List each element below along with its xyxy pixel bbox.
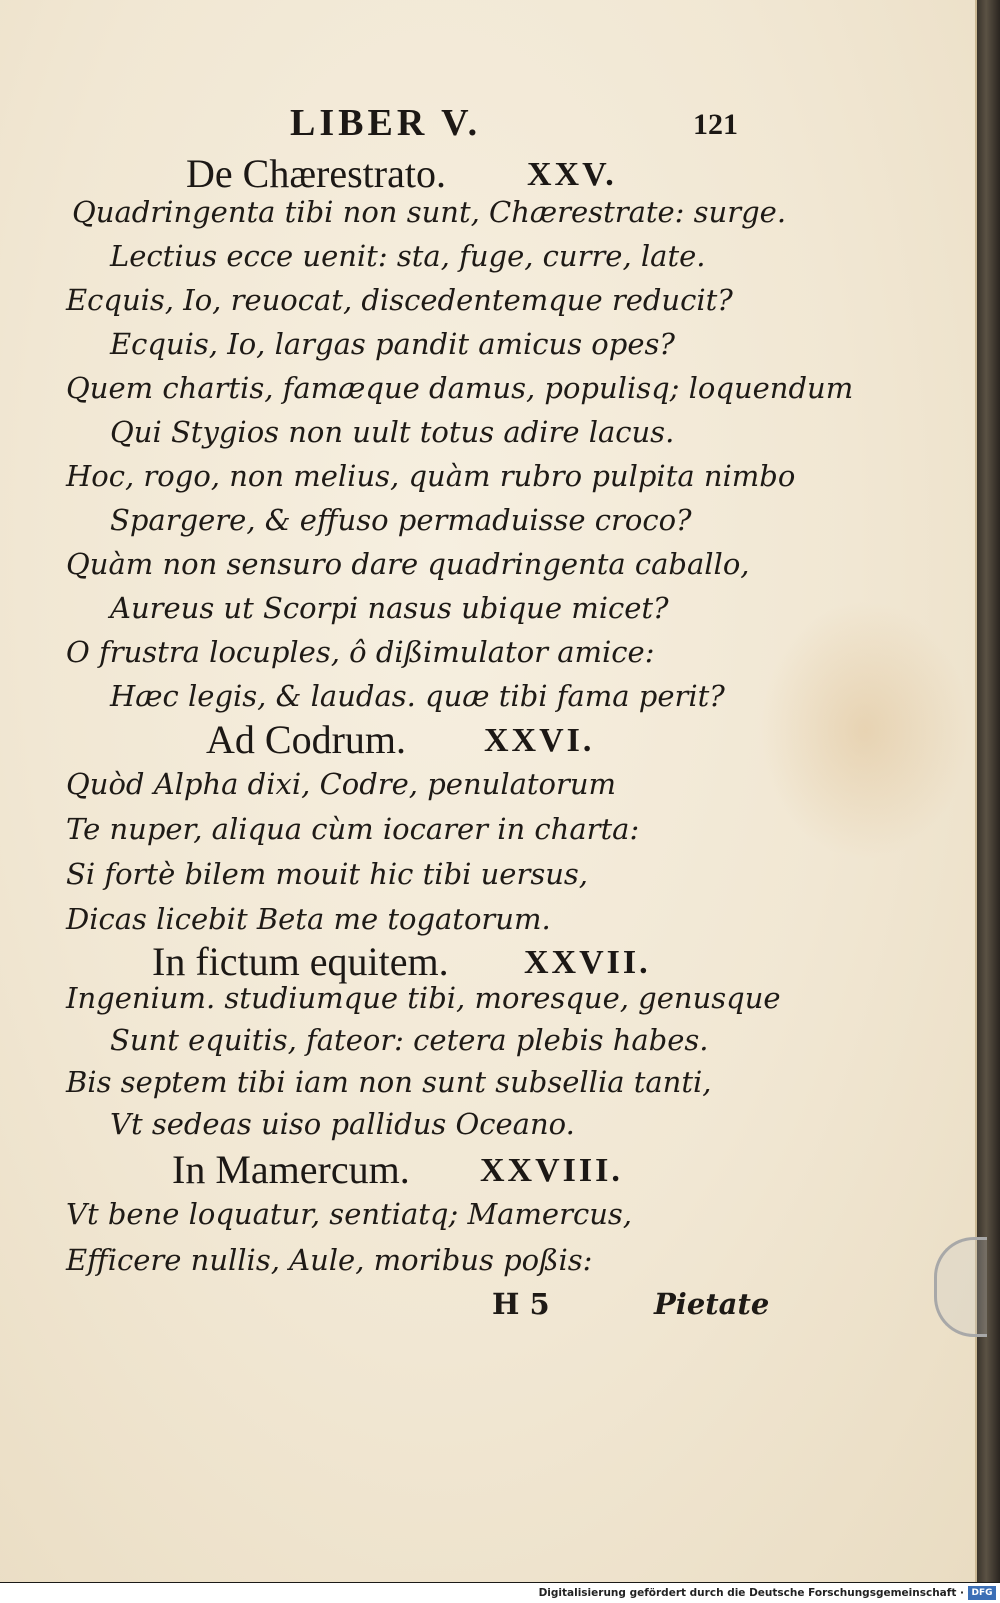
page-edge bbox=[977, 0, 1000, 1582]
poem-title: In Mamercum. bbox=[172, 1147, 410, 1192]
dfg-logo-icon: DFG bbox=[968, 1586, 996, 1600]
verse-line: Dicas licebit Beta me togatorum. bbox=[66, 902, 551, 936]
poem-number: XXV. bbox=[527, 156, 617, 193]
verse-line: Aureus ut Scorpi nasus ubique micet? bbox=[110, 591, 669, 625]
verse-line: Hæc legis, & laudas. quæ tibi fama perit? bbox=[110, 679, 725, 713]
verse-line: Vt bene loquatur, sentiatq; Mamercus, bbox=[66, 1197, 632, 1231]
verse-line: Spargere, & effuso permaduisse croco? bbox=[110, 503, 692, 537]
poem-number: XXVII. bbox=[524, 944, 651, 981]
paper-stain bbox=[760, 600, 970, 860]
verse-line: Ecquis, Io, reuocat, discedentemque reducit? bbox=[66, 283, 733, 317]
verse-line: Quòd Alpha dixi, Codre, penulatorum bbox=[66, 767, 617, 801]
verse-line: Hoc, rogo, non melius, quàm rubro pulpita nimbo bbox=[66, 459, 796, 493]
verse-line: Ecquis, Io, largas pandit amicus opes? bbox=[110, 327, 675, 361]
verse-line: Quadringenta tibi non sunt, Chærestrate: surge. bbox=[72, 195, 787, 229]
verse-line: Quàm non sensuro dare quadringenta caballo, bbox=[66, 547, 750, 581]
verse-line: Vt sedeas uiso pallidus Oceano. bbox=[110, 1107, 575, 1141]
verse-line: Qui Stygios non uult totus adire lacus. bbox=[110, 415, 675, 449]
verse-line: Bis septem tibi iam non sunt subsellia tanti, bbox=[66, 1065, 712, 1099]
verse-line: Efficere nullis, Aule, moribus poßis: bbox=[66, 1243, 593, 1277]
verse-line: Lectius ecce uenit: sta, fuge, curre, late. bbox=[110, 239, 706, 273]
page-number: 121 bbox=[693, 108, 738, 141]
digitization-credit: Digitalisierung gefördert durch die Deutsche Forschungsgemeinschaft · bbox=[538, 1587, 964, 1599]
book-clip bbox=[934, 1237, 987, 1337]
verse-line: Te nuper, aliqua cùm iocarer in charta: bbox=[66, 812, 640, 846]
poem-number: XXVI. bbox=[484, 722, 595, 759]
verse-line: Si fortè bilem mouit hic tibi uersus, bbox=[66, 857, 588, 891]
catchword: Pietate bbox=[654, 1287, 770, 1321]
verse-line: O frustra locuples, ô dißimulator amice: bbox=[66, 635, 655, 669]
poem-title: De Chærestrato. bbox=[186, 151, 446, 196]
verse-line: Quem chartis, famæque damus, populisq; loquendum bbox=[66, 371, 854, 405]
verse-line: Sunt equitis, fateor: cetera plebis habes. bbox=[110, 1023, 709, 1057]
signature-mark: H 5 bbox=[492, 1287, 550, 1321]
poem-title: In fictum equitem. bbox=[152, 939, 449, 984]
verse-line: Ingenium. studiumque tibi, moresque, genusque bbox=[66, 981, 781, 1015]
poem-title: Ad Codrum. bbox=[206, 717, 406, 762]
poem-number: XXVIII. bbox=[480, 1152, 623, 1189]
running-title: LIBER V. bbox=[290, 102, 482, 144]
